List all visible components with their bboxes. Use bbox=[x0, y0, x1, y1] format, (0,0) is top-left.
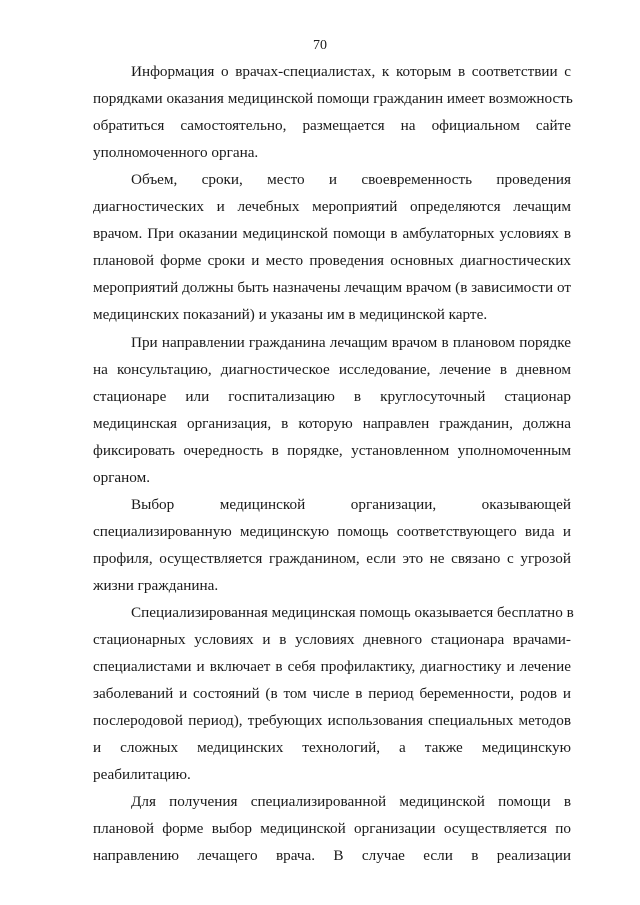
page-number: 70 bbox=[313, 38, 327, 53]
text-line: плановой форме выбор медицинской организации осуществляется по bbox=[93, 820, 571, 837]
text-line: профиля, осуществляется гражданином, если это не связано с угрозой bbox=[93, 550, 571, 567]
text-line: обратиться самостоятельно, размещается на официальном сайте bbox=[93, 117, 571, 134]
text-line: медицинских показаний) и указаны им в медицинской карте. bbox=[93, 306, 488, 323]
text-line: жизни гражданина. bbox=[93, 577, 219, 594]
text-line: направлению лечащего врача. В случае если в реализации bbox=[93, 847, 571, 864]
text-line: уполномоченного органа. bbox=[93, 144, 259, 161]
text-line: Специализированная медицинская помощь оказывается бесплатно в bbox=[131, 604, 574, 621]
text-line: Информация о врачах-специалистах, к которым в соответствии с bbox=[131, 63, 571, 80]
text-line: мероприятий должны быть назначены лечащим врачом (в зависимости от bbox=[93, 279, 571, 296]
text-line: специализированную медицинскую помощь соответствующего вида и bbox=[93, 523, 571, 540]
text-line: медицинская организация, в которую направлен гражданин, должна bbox=[93, 415, 571, 432]
text-line: порядками оказания медицинской помощи гражданин имеет возможность bbox=[93, 90, 573, 107]
text-line: и сложных медицинских технологий, а также медицинскую bbox=[93, 739, 571, 756]
text-line: диагностических и лечебных мероприятий определяются лечащим bbox=[93, 198, 571, 215]
text-line: органом. bbox=[93, 469, 150, 486]
text-line: реабилитацию. bbox=[93, 766, 191, 783]
text-line: Выбор медицинской организации, оказывающей bbox=[131, 496, 571, 513]
text-line: врачом. При оказании медицинской помощи в амбулаторных условиях в bbox=[93, 225, 571, 242]
text-line: на консультацию, диагностическое исследование, лечение в дневном bbox=[93, 361, 571, 378]
text-line: Объем, сроки, место и своевременность проведения bbox=[131, 171, 571, 188]
text-line: стационарных условиях и в условиях дневного стационара врачами- bbox=[93, 631, 571, 648]
text-line: специалистами и включает в себя профилактику, диагностику и лечение bbox=[93, 658, 571, 675]
text-line: плановой форме сроки и место проведения основных диагностических bbox=[93, 252, 571, 269]
text-line: фиксировать очередность в порядке, установленном уполномоченным bbox=[93, 442, 571, 459]
text-line: При направлении гражданина лечащим врачом в плановом порядке bbox=[131, 334, 571, 351]
text-line: послеродовой период), требующих использования специальных методов bbox=[93, 712, 571, 729]
text-line: стационаре или госпитализацию в круглосуточный стационар bbox=[93, 388, 571, 405]
text-line: Для получения специализированной медицинской помощи в bbox=[131, 793, 571, 810]
text-line: заболеваний и состояний (в том числе в период беременности, родов и bbox=[93, 685, 571, 702]
